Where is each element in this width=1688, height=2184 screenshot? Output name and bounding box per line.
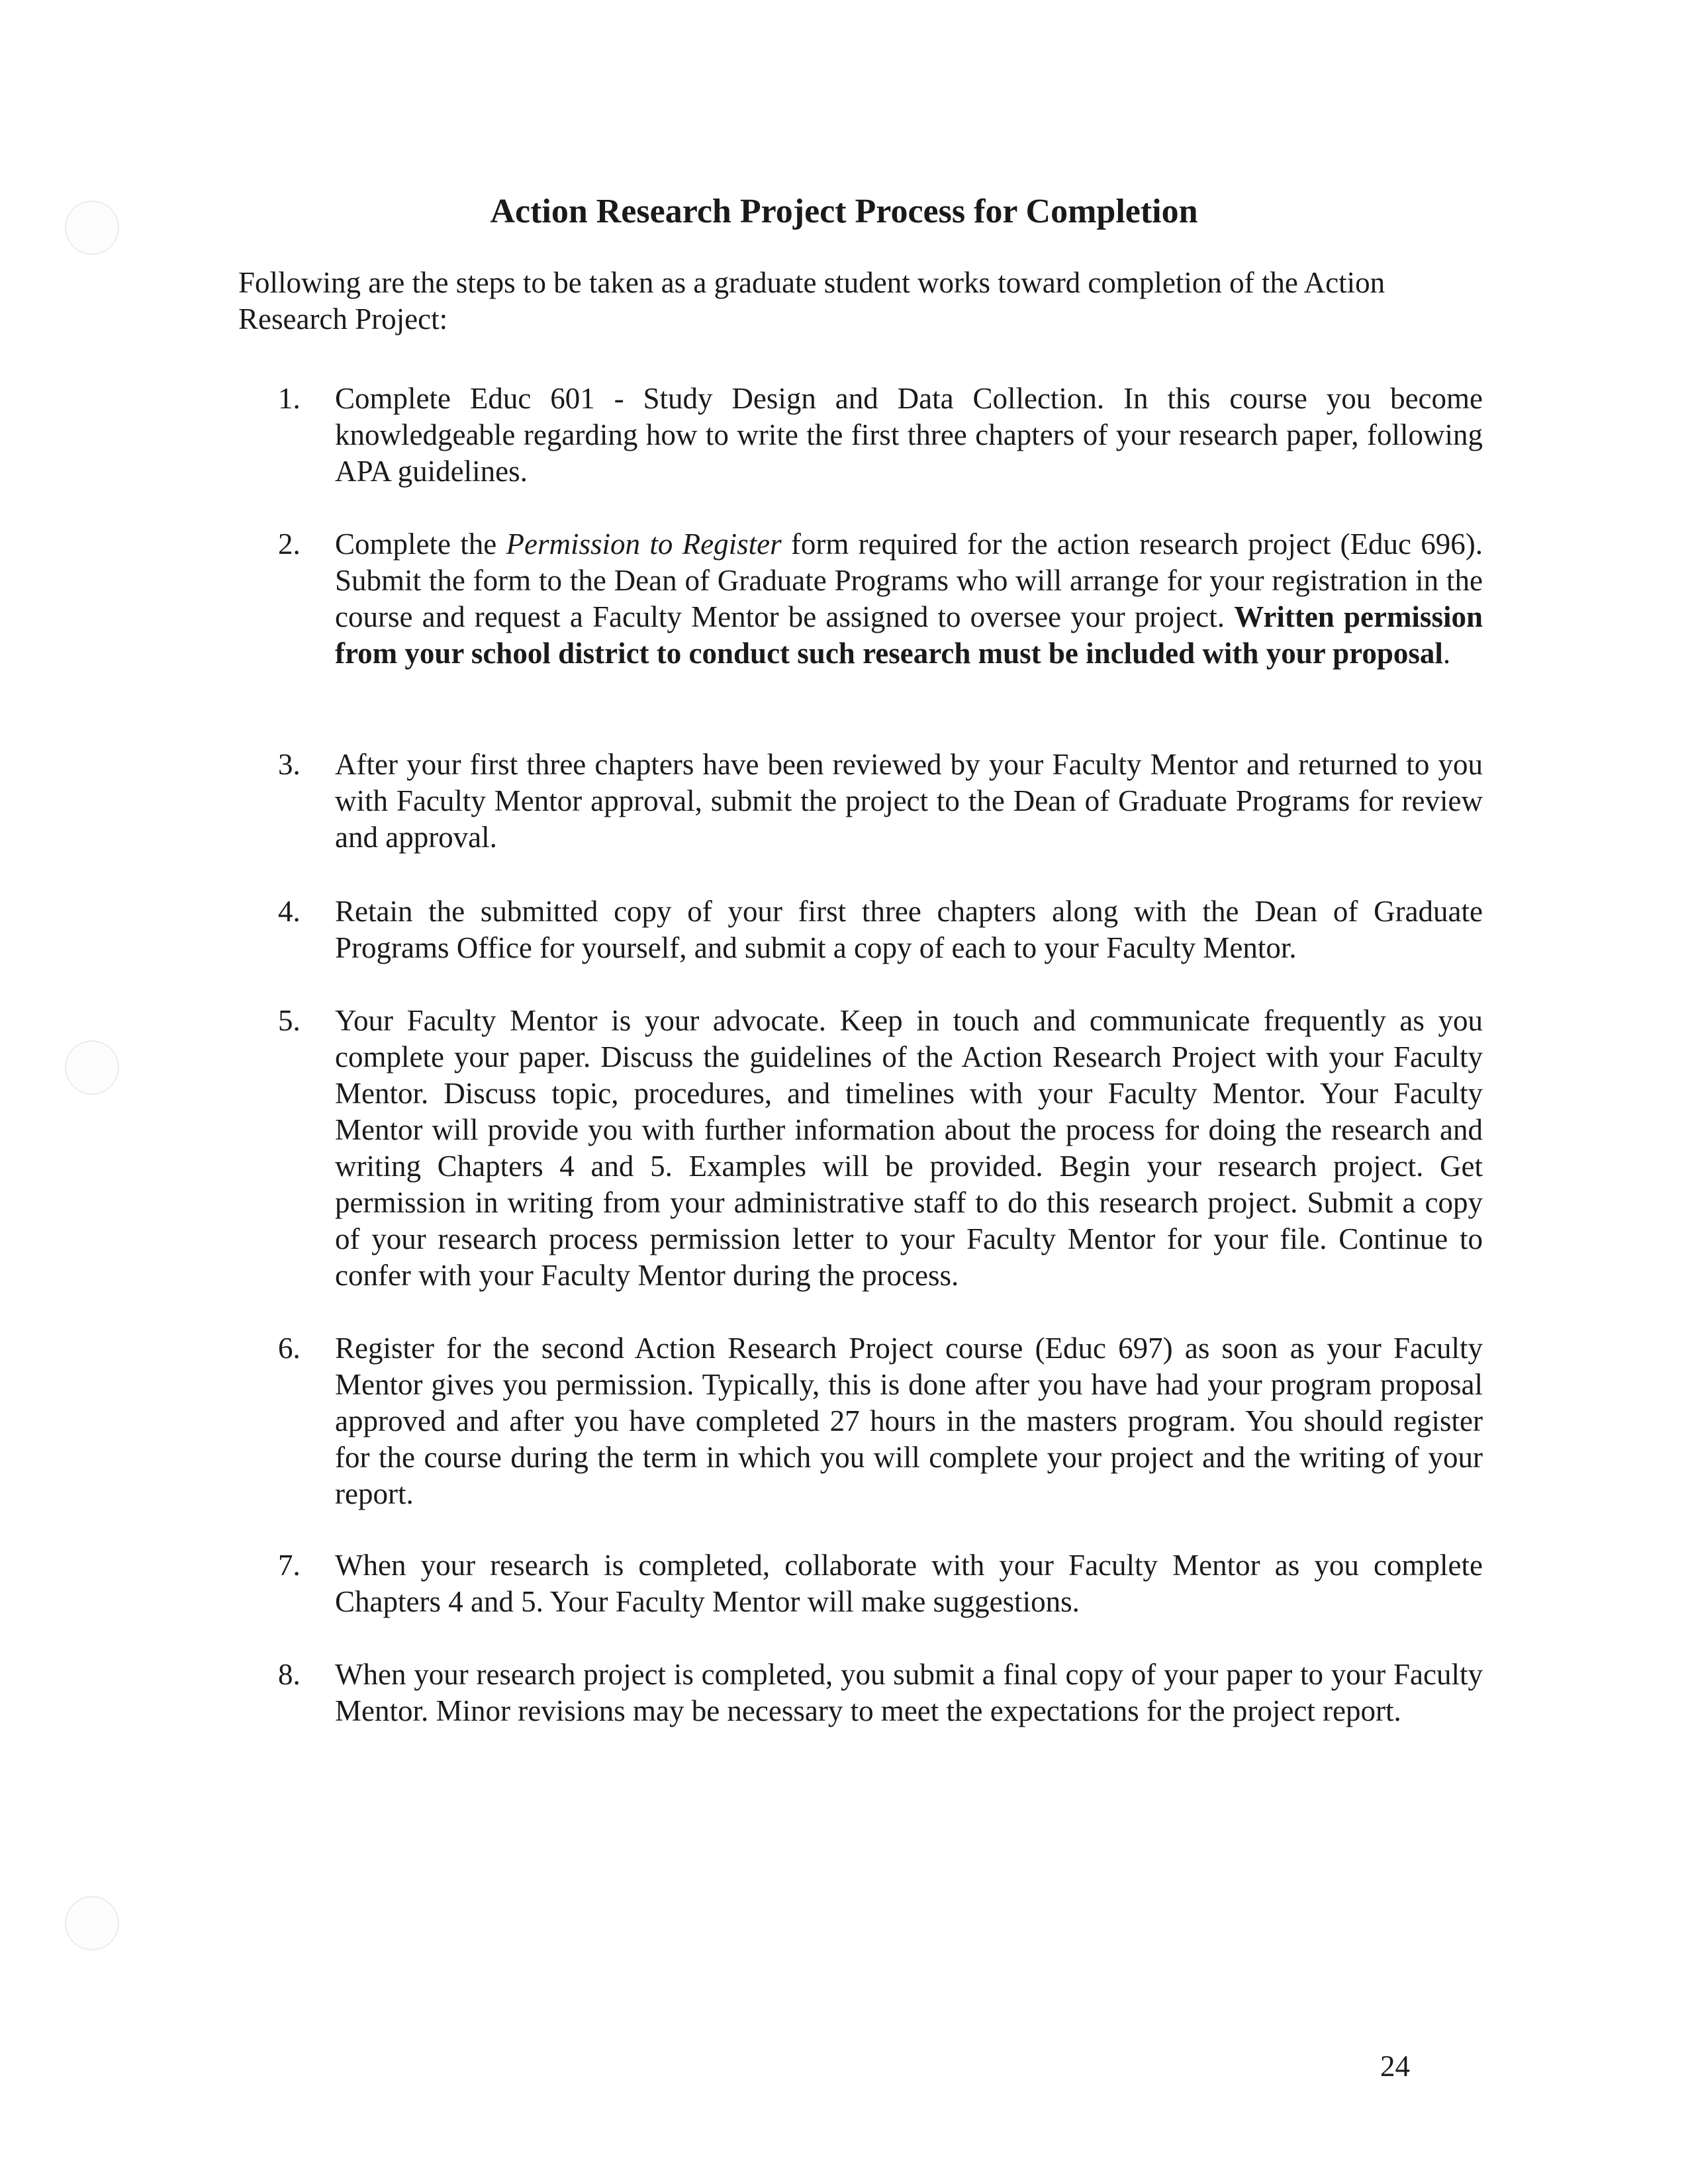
page-title: Action Research Project Process for Completion bbox=[490, 193, 1198, 230]
step-text: Complete Educ 601 - Study Design and Data Collection. In this course you become knowledgeable regarding how to write the first three chapters of your research paper, following APA guidelines. bbox=[335, 382, 1483, 488]
emphasis-bold: Written permission from your school district to conduct such research must be included with your proposal bbox=[335, 600, 1483, 670]
step-number: 7. bbox=[278, 1549, 301, 1582]
punch-hole bbox=[65, 1040, 119, 1095]
punch-hole bbox=[65, 1896, 119, 1950]
page-number: 24 bbox=[1380, 2050, 1410, 2083]
step-number: 4. bbox=[278, 895, 301, 928]
step-text: Your Faculty Mentor is your advocate. Keep in touch and communicate frequently as you complete your paper. Discuss the guidelines of the Action Research Project with your Faculty Mentor. Discuss topic, procedures, and timelines with your Faculty Mentor. Your Faculty Mentor will provide you with further information about the process for doing the research and writing Chapters 4 and 5. Examples will be provided. Begin your research project. Get permission in writing from your administrative staff to do this research project. Submit a copy of your research process permission letter to your Faculty Mentor for your file. Continue to confer with your Faculty Mentor during the process. bbox=[335, 1004, 1483, 1292]
step-text bbox=[335, 526, 1483, 672]
step-number: 6. bbox=[278, 1332, 301, 1365]
step-number: 8. bbox=[278, 1658, 301, 1691]
step-number: 3. bbox=[278, 748, 301, 781]
step-text: Retain the submitted copy of your first three chapters along with the Dean of Graduate Programs Office for yourself, and submit a copy of each to your Faculty Mentor. bbox=[335, 895, 1483, 964]
step-number: 5. bbox=[278, 1004, 301, 1037]
step-number: 1. bbox=[278, 382, 301, 415]
form-name-italic: Permission to Register bbox=[506, 527, 782, 561]
step-text: Register for the second Action Research Project course (Educ 697) as soon as your Faculty Mentor gives you permission. Typically, this is done after you have had your program proposal approved and after you have completed 27 hours in the masters program. You should register for the course during the term in which you will complete your project and the writing of your report. bbox=[335, 1332, 1483, 1510]
step-text: After your first three chapters have been reviewed by your Faculty Mentor and returned to you with Faculty Mentor approval, submit the project to the Dean of Graduate Programs for review and approval. bbox=[335, 748, 1483, 854]
step-number: 2. bbox=[278, 527, 301, 561]
intro-paragraph: Following are the steps to be taken as a graduate student works toward completion of the Action Research Project: bbox=[238, 266, 1385, 336]
step-text-part: form required for the action research project (Educ 696). Submit the form to the Dean of Graduate Programs who will arrange for your registration in the course and request a Faculty Mentor be assigned to oversee your project. bbox=[335, 527, 1483, 633]
step-text-part: Complete the bbox=[335, 527, 506, 561]
step-text-part: . bbox=[1442, 637, 1451, 670]
step-text: When your research project is completed, you submit a final copy of your paper to your Faculty Mentor. Minor revisions may be necessary to meet the expectations for the project report. bbox=[335, 1658, 1483, 1727]
step-text: When your research is completed, collaborate with your Faculty Mentor as you complete Chapters 4 and 5. Your Faculty Mentor will make suggestions. bbox=[335, 1549, 1483, 1618]
